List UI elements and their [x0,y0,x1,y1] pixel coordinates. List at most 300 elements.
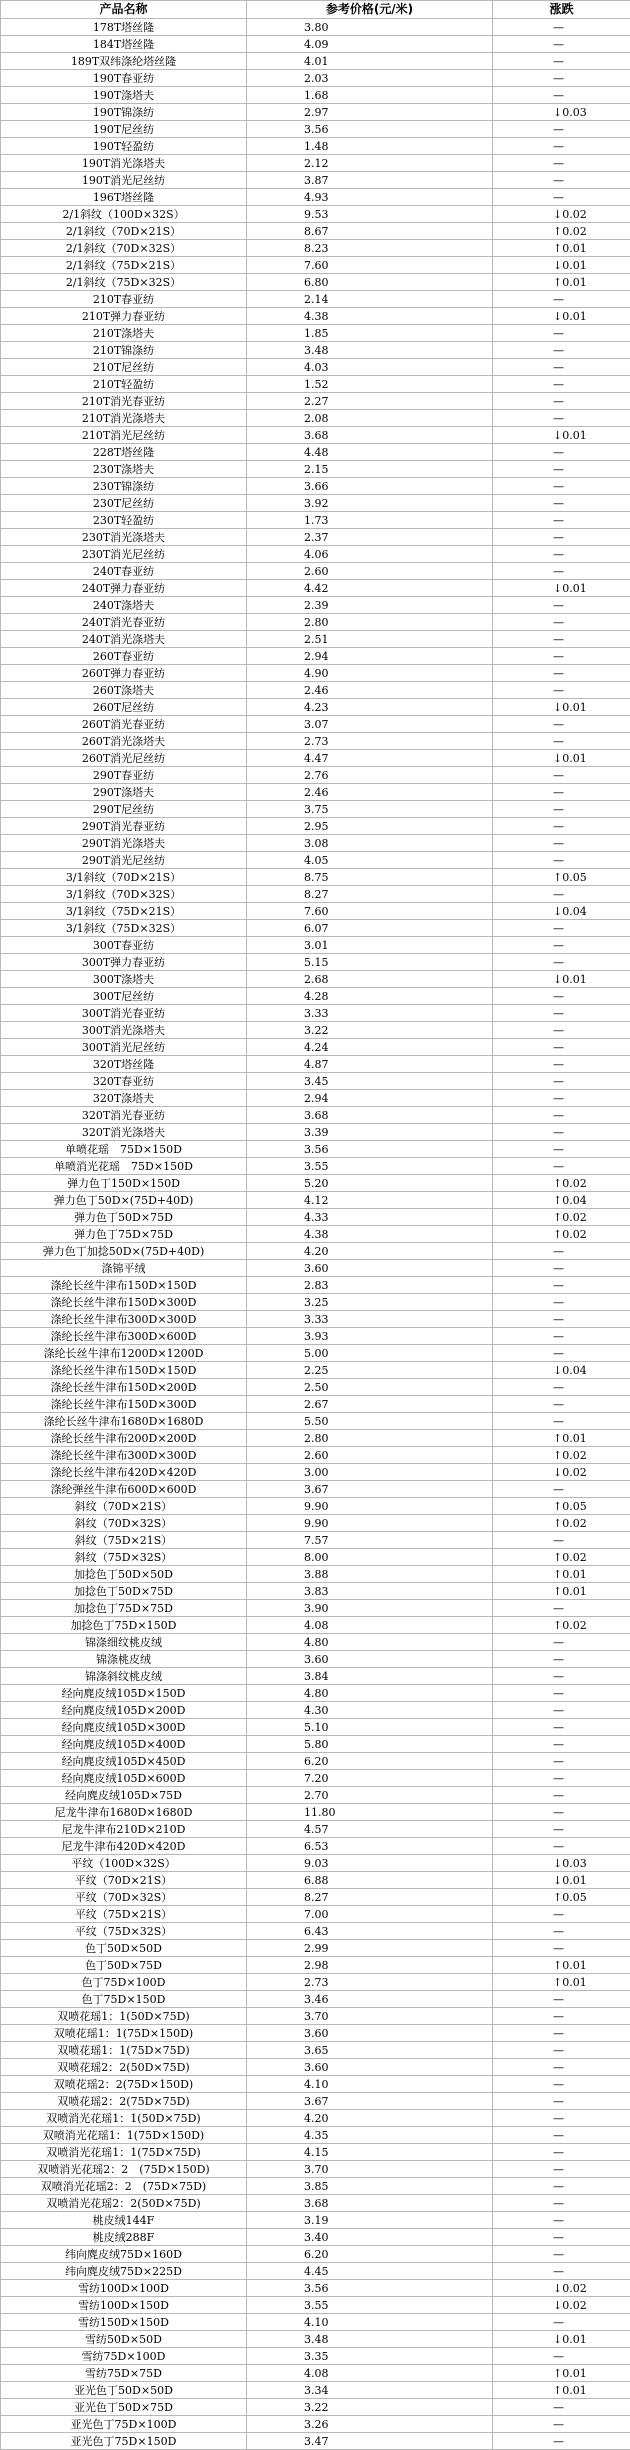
change-cell: — [493,648,630,665]
product-name-cell: 3/1斜纹（70D×32S） [1,886,247,903]
change-cell: — [493,19,630,36]
price-cell: 8.23 [247,240,493,257]
change-cell: — [493,2110,630,2127]
change-cell: — [493,1260,630,1277]
product-name-cell: 单喷花瑶 75D×150D [1,1141,247,1158]
price-cell: 6.53 [247,1838,493,1855]
product-name-cell: 300T消光涤塔夫 [1,1022,247,1039]
product-name-cell: 290T消光尼丝纺 [1,852,247,869]
change-cell: — [493,2076,630,2093]
table-row [1,1498,630,1515]
table-row [1,682,630,699]
price-cell: 4.87 [247,1056,493,1073]
table-row [1,1804,630,1821]
table-row [1,291,630,308]
price-cell: 6.20 [247,1753,493,1770]
price-cell: 3.45 [247,1073,493,1090]
price-cell: 3.60 [247,1260,493,1277]
product-name-cell: 228T塔丝隆 [1,444,247,461]
table-row [1,2382,630,2399]
change-cell: ↓0.03 [493,1855,630,1872]
price-cell: 2.94 [247,648,493,665]
table-row [1,2331,630,2348]
change-cell: — [493,512,630,529]
price-cell: 3.85 [247,2178,493,2195]
change-cell: — [493,886,630,903]
price-cell: 2.46 [247,682,493,699]
change-cell: ↓0.01 [493,1872,630,1889]
price-cell: 7.20 [247,1770,493,1787]
price-cell: 3.47 [247,2433,493,2450]
price-cell: 3.55 [247,2297,493,2314]
product-name-cell: 2/1斜纹（70D×32S） [1,240,247,257]
price-cell: 3.65 [247,2042,493,2059]
product-name-cell: 涤纶长丝牛津布300D×600D [1,1328,247,1345]
product-name-cell: 230T消光尼丝纺 [1,546,247,563]
table-row [1,1872,630,1889]
price-cell: 5.15 [247,954,493,971]
price-cell: 11.80 [247,1804,493,1821]
product-name-cell: 300T弹力春亚纺 [1,954,247,971]
product-name-cell: 240T消光涤塔夫 [1,631,247,648]
price-cell: 4.80 [247,1634,493,1651]
change-cell: — [493,495,630,512]
change-cell: — [493,1124,630,1141]
table-row [1,461,630,478]
product-name-cell: 涤纶长丝牛津布1680D×1680D [1,1413,247,1430]
product-name-cell: 雪纺75D×100D [1,2348,247,2365]
price-cell: 3.56 [247,121,493,138]
table-row [1,1073,630,1090]
table-row [1,835,630,852]
product-name-cell: 双喷花瑶1：1(50D×75D) [1,2008,247,2025]
product-name-cell: 260T涤塔夫 [1,682,247,699]
product-name-cell: 300T涤塔夫 [1,971,247,988]
table-row [1,70,630,87]
table-row [1,1583,630,1600]
product-name-cell: 弹力色丁加捻50D×(75D+40D) [1,1243,247,1260]
price-cell: 4.06 [247,546,493,563]
table-row [1,614,630,631]
table-row [1,240,630,257]
change-cell: ↓0.01 [493,2331,630,2348]
product-name-cell: 320T消光涤塔夫 [1,1124,247,1141]
table-row [1,767,630,784]
table-row [1,1617,630,1634]
product-name-cell: 涤纶长丝牛津布1200D×1200D [1,1345,247,1362]
change-cell: — [493,1379,630,1396]
table-body [1,19,630,2450]
price-cell: 8.27 [247,886,493,903]
price-cell: 3.22 [247,2399,493,2416]
price-cell: 3.40 [247,2229,493,2246]
change-cell: — [493,138,630,155]
product-name-cell: 3/1斜纹（75D×32S） [1,920,247,937]
price-cell: 3.68 [247,427,493,444]
price-cell: 3.70 [247,2008,493,2025]
product-name-cell: 2/1斜纹（75D×21S） [1,257,247,274]
price-cell: 3.68 [247,2195,493,2212]
change-cell: — [493,988,630,1005]
price-cell: 4.01 [247,53,493,70]
change-cell: — [493,172,630,189]
product-name-cell: 240T春亚纺 [1,563,247,580]
product-name-cell: 290T消光春亚纺 [1,818,247,835]
table-row [1,104,630,121]
product-name-cell: 260T春亚纺 [1,648,247,665]
table-row [1,1056,630,1073]
table-row [1,1413,630,1430]
change-cell: — [493,1481,630,1498]
change-cell: — [493,1141,630,1158]
product-name-cell: 雪纺100D×100D [1,2280,247,2297]
table-row [1,257,630,274]
change-cell: ↑0.02 [493,1447,630,1464]
product-name-cell: 210T消光春亚纺 [1,393,247,410]
product-name-cell: 经向麂皮绒105D×300D [1,1719,247,1736]
table-row [1,1991,630,2008]
product-name-cell: 260T尼丝纺 [1,699,247,716]
change-cell: ↑0.01 [493,1974,630,1991]
table-row [1,342,630,359]
product-name-cell: 斜纹（70D×21S） [1,1498,247,1515]
product-name-cell: 尼龙牛津布420D×420D [1,1838,247,1855]
price-cell: 3.48 [247,342,493,359]
table-row [1,427,630,444]
product-name-cell: 190T轻盈纺 [1,138,247,155]
table-row [1,1430,630,1447]
change-cell: ↓0.02 [493,206,630,223]
table-row [1,1464,630,1481]
change-cell: — [493,1940,630,1957]
table-row [1,852,630,869]
table-row [1,1702,630,1719]
table-row [1,1600,630,1617]
price-cell: 3.80 [247,19,493,36]
price-cell: 4.10 [247,2314,493,2331]
product-name-cell: 2/1斜纹（100D×32S） [1,206,247,223]
price-cell: 3.60 [247,2059,493,2076]
price-cell: 2.98 [247,1957,493,1974]
product-name-cell: 单喷消光花瑶 75D×150D [1,1158,247,1175]
price-cell: 2.80 [247,614,493,631]
product-name-cell: 190T涤塔夫 [1,87,247,104]
table-row [1,2212,630,2229]
table-row [1,1736,630,1753]
table-row [1,138,630,155]
change-cell: — [493,53,630,70]
table-row [1,1090,630,1107]
change-cell: — [493,1719,630,1736]
price-cell: 1.68 [247,87,493,104]
product-name-cell: 桃皮绒144F [1,2212,247,2229]
product-name-cell: 斜纹（70D×32S） [1,1515,247,1532]
change-cell: ↑0.05 [493,1498,630,1515]
change-cell: — [493,2059,630,2076]
product-name-cell: 经向麂皮绒105D×200D [1,1702,247,1719]
table-row [1,665,630,682]
table-row [1,2008,630,2025]
change-cell: — [493,2025,630,2042]
change-cell: ↓0.01 [493,580,630,597]
change-cell: — [493,87,630,104]
table-row [1,546,630,563]
table-row [1,2416,630,2433]
price-cell: 9.03 [247,1855,493,1872]
product-name-cell: 双喷花瑶2：2(75D×75D) [1,2093,247,2110]
price-cell: 7.57 [247,1532,493,1549]
change-cell: — [493,1685,630,1702]
price-cell: 4.23 [247,699,493,716]
change-cell: — [493,1787,630,1804]
table-row [1,1957,630,1974]
price-cell: 2.12 [247,155,493,172]
change-cell: ↓0.04 [493,903,630,920]
change-cell: — [493,852,630,869]
product-name-cell: 260T弹力春亚纺 [1,665,247,682]
product-name-cell: 涤锦平绒 [1,1260,247,1277]
change-cell: — [493,954,630,971]
product-name-cell: 涤纶长丝牛津布200D×200D [1,1430,247,1447]
change-cell: ↑0.05 [493,1889,630,1906]
table-row [1,1974,630,1991]
price-cell: 4.33 [247,1209,493,1226]
change-cell: — [493,2229,630,2246]
table-row [1,1124,630,1141]
product-name-cell: 经向麂皮绒105D×400D [1,1736,247,1753]
product-name-cell: 189T双纬涤纶塔丝隆 [1,53,247,70]
change-cell: — [493,1243,630,1260]
change-cell: — [493,1923,630,1940]
price-cell: 4.93 [247,189,493,206]
price-cell: 2.08 [247,410,493,427]
change-cell: — [493,1651,630,1668]
product-name-cell: 涤纶长丝牛津布300D×300D [1,1311,247,1328]
change-cell: ↑0.04 [493,1192,630,1209]
product-name-cell: 加捻色丁50D×50D [1,1566,247,1583]
price-cell: 2.99 [247,1940,493,1957]
product-name-cell: 色丁75D×100D [1,1974,247,1991]
product-name-cell: 双喷消光花瑶1：1(75D×150D) [1,2127,247,2144]
change-cell: — [493,70,630,87]
product-name-cell: 双喷花瑶2：2(75D×150D) [1,2076,247,2093]
price-cell: 3.60 [247,2025,493,2042]
table-row [1,886,630,903]
change-cell: ↓0.01 [493,971,630,988]
change-cell: — [493,835,630,852]
product-name-cell: 260T消光春亚纺 [1,716,247,733]
price-cell: 4.47 [247,750,493,767]
product-name-cell: 双喷花瑶1：1(75D×75D) [1,2042,247,2059]
table-row [1,325,630,342]
table-row [1,1209,630,1226]
change-cell: — [493,376,630,393]
product-name-cell: 平纹（75D×32S） [1,1923,247,1940]
price-cell: 3.84 [247,1668,493,1685]
table-row [1,2280,630,2297]
change-cell: — [493,325,630,342]
change-cell: — [493,733,630,750]
table-row [1,1651,630,1668]
product-name-cell: 平纹（70D×32S） [1,1889,247,1906]
table-row [1,1889,630,1906]
change-cell: — [493,818,630,835]
product-name-cell: 亚光色丁75D×150D [1,2433,247,2450]
change-cell: — [493,937,630,954]
table-row [1,393,630,410]
product-name-cell: 涤纶长丝牛津布150D×200D [1,1379,247,1396]
table-row [1,2093,630,2110]
table-row [1,1719,630,1736]
product-name-cell: 涤纶长丝牛津布300D×300D [1,1447,247,1464]
product-name-cell: 平纹（100D×32S） [1,1855,247,1872]
product-name-cell: 210T消光尼丝纺 [1,427,247,444]
price-cell: 7.60 [247,903,493,920]
price-cell: 2.14 [247,291,493,308]
product-name-cell: 190T消光尼丝纺 [1,172,247,189]
change-cell: ↑0.02 [493,1549,630,1566]
table-row [1,937,630,954]
price-cell: 2.60 [247,1447,493,1464]
table-row [1,1141,630,1158]
price-cell: 3.83 [247,1583,493,1600]
change-cell: — [493,1804,630,1821]
price-cell: 3.01 [247,937,493,954]
table-row [1,1668,630,1685]
change-cell: — [493,1906,630,1923]
price-cell: 4.05 [247,852,493,869]
product-name-cell: 300T消光春亚纺 [1,1005,247,1022]
change-cell: — [493,2212,630,2229]
change-cell: ↓0.03 [493,104,630,121]
table-row [1,2433,630,2450]
change-cell: ↓0.04 [493,1362,630,1379]
table-row [1,1362,630,1379]
product-name-cell: 240T消光春亚纺 [1,614,247,631]
price-cell: 3.67 [247,1481,493,1498]
price-cell: 9.53 [247,206,493,223]
table-row [1,903,630,920]
price-cell: 2.15 [247,461,493,478]
change-cell: — [493,1022,630,1039]
product-name-cell: 色丁50D×75D [1,1957,247,1974]
table-row [1,1175,630,1192]
product-name-cell: 230T轻盈纺 [1,512,247,529]
price-cell: 3.08 [247,835,493,852]
change-cell: — [493,1158,630,1175]
product-name-cell: 涤纶长丝牛津布150D×300D [1,1294,247,1311]
change-cell: — [493,2433,630,2450]
price-cell: 3.22 [247,1022,493,1039]
change-cell: — [493,2314,630,2331]
price-cell: 1.52 [247,376,493,393]
product-name-cell: 260T消光尼丝纺 [1,750,247,767]
table-row [1,2161,630,2178]
product-name-cell: 290T尼丝纺 [1,801,247,818]
change-cell: — [493,1090,630,1107]
product-name-cell: 涤纶长丝牛津布420D×420D [1,1464,247,1481]
price-cell: 2.80 [247,1430,493,1447]
price-cell: 2.76 [247,767,493,784]
product-name-cell: 240T涤塔夫 [1,597,247,614]
change-cell: ↑0.02 [493,1617,630,1634]
price-cell: 1.85 [247,325,493,342]
product-name-cell: 色丁75D×150D [1,1991,247,2008]
price-cell: 6.07 [247,920,493,937]
table-row [1,223,630,240]
product-name-cell: 色丁50D×50D [1,1940,247,1957]
price-cell: 2.25 [247,1362,493,1379]
table-row [1,920,630,937]
table-row [1,1838,630,1855]
product-name-cell: 尼龙牛津布210D×210D [1,1821,247,1838]
product-name-cell: 210T涤塔夫 [1,325,247,342]
header-change: 涨跌 [493,1,630,19]
product-name-cell: 300T尼丝纺 [1,988,247,1005]
change-cell: — [493,1056,630,1073]
product-name-cell: 加捻色丁75D×150D [1,1617,247,1634]
change-cell: ↓0.01 [493,750,630,767]
price-cell: 4.45 [247,2263,493,2280]
product-name-cell: 190T尼丝纺 [1,121,247,138]
price-cell: 2.70 [247,1787,493,1804]
change-cell: — [493,1345,630,1362]
price-cell: 3.35 [247,2348,493,2365]
product-name-cell: 弹力色丁50D×75D [1,1209,247,1226]
table-row [1,2178,630,2195]
price-cell: 1.48 [247,138,493,155]
price-cell: 3.33 [247,1311,493,1328]
table-row [1,1260,630,1277]
price-cell: 3.92 [247,495,493,512]
price-cell: 9.90 [247,1515,493,1532]
table-row [1,1549,630,1566]
change-cell: — [493,1039,630,1056]
price-cell: 4.03 [247,359,493,376]
change-cell: — [493,1311,630,1328]
product-name-cell: 双喷消光花瑶2：2(50D×75D) [1,2195,247,2212]
product-name-cell: 经向麂皮绒105D×450D [1,1753,247,1770]
table-row [1,1770,630,1787]
table-row [1,376,630,393]
price-cell: 3.90 [247,1600,493,1617]
price-cell: 2.60 [247,563,493,580]
product-name-cell: 加捻色丁75D×75D [1,1600,247,1617]
table-row [1,189,630,206]
change-cell: — [493,563,630,580]
price-cell: 3.55 [247,1158,493,1175]
change-cell: — [493,461,630,478]
table-row [1,1634,630,1651]
product-name-cell: 190T春亚纺 [1,70,247,87]
price-cell: 4.24 [247,1039,493,1056]
table-row [1,2059,630,2076]
price-cell: 3.56 [247,2280,493,2297]
table-row [1,2042,630,2059]
change-cell: — [493,1838,630,1855]
table-row [1,1107,630,1124]
change-cell: ↓0.02 [493,2297,630,2314]
product-name-cell: 210T消光涤塔夫 [1,410,247,427]
product-name-cell: 178T塔丝隆 [1,19,247,36]
table-row [1,2025,630,2042]
product-name-cell: 弹力色丁75D×75D [1,1226,247,1243]
product-name-cell: 涤纶弹丝牛津布600D×600D [1,1481,247,1498]
product-name-cell: 210T弹力春亚纺 [1,308,247,325]
price-cell: 3.88 [247,1566,493,1583]
table-row [1,563,630,580]
change-cell: ↓0.02 [493,2280,630,2297]
